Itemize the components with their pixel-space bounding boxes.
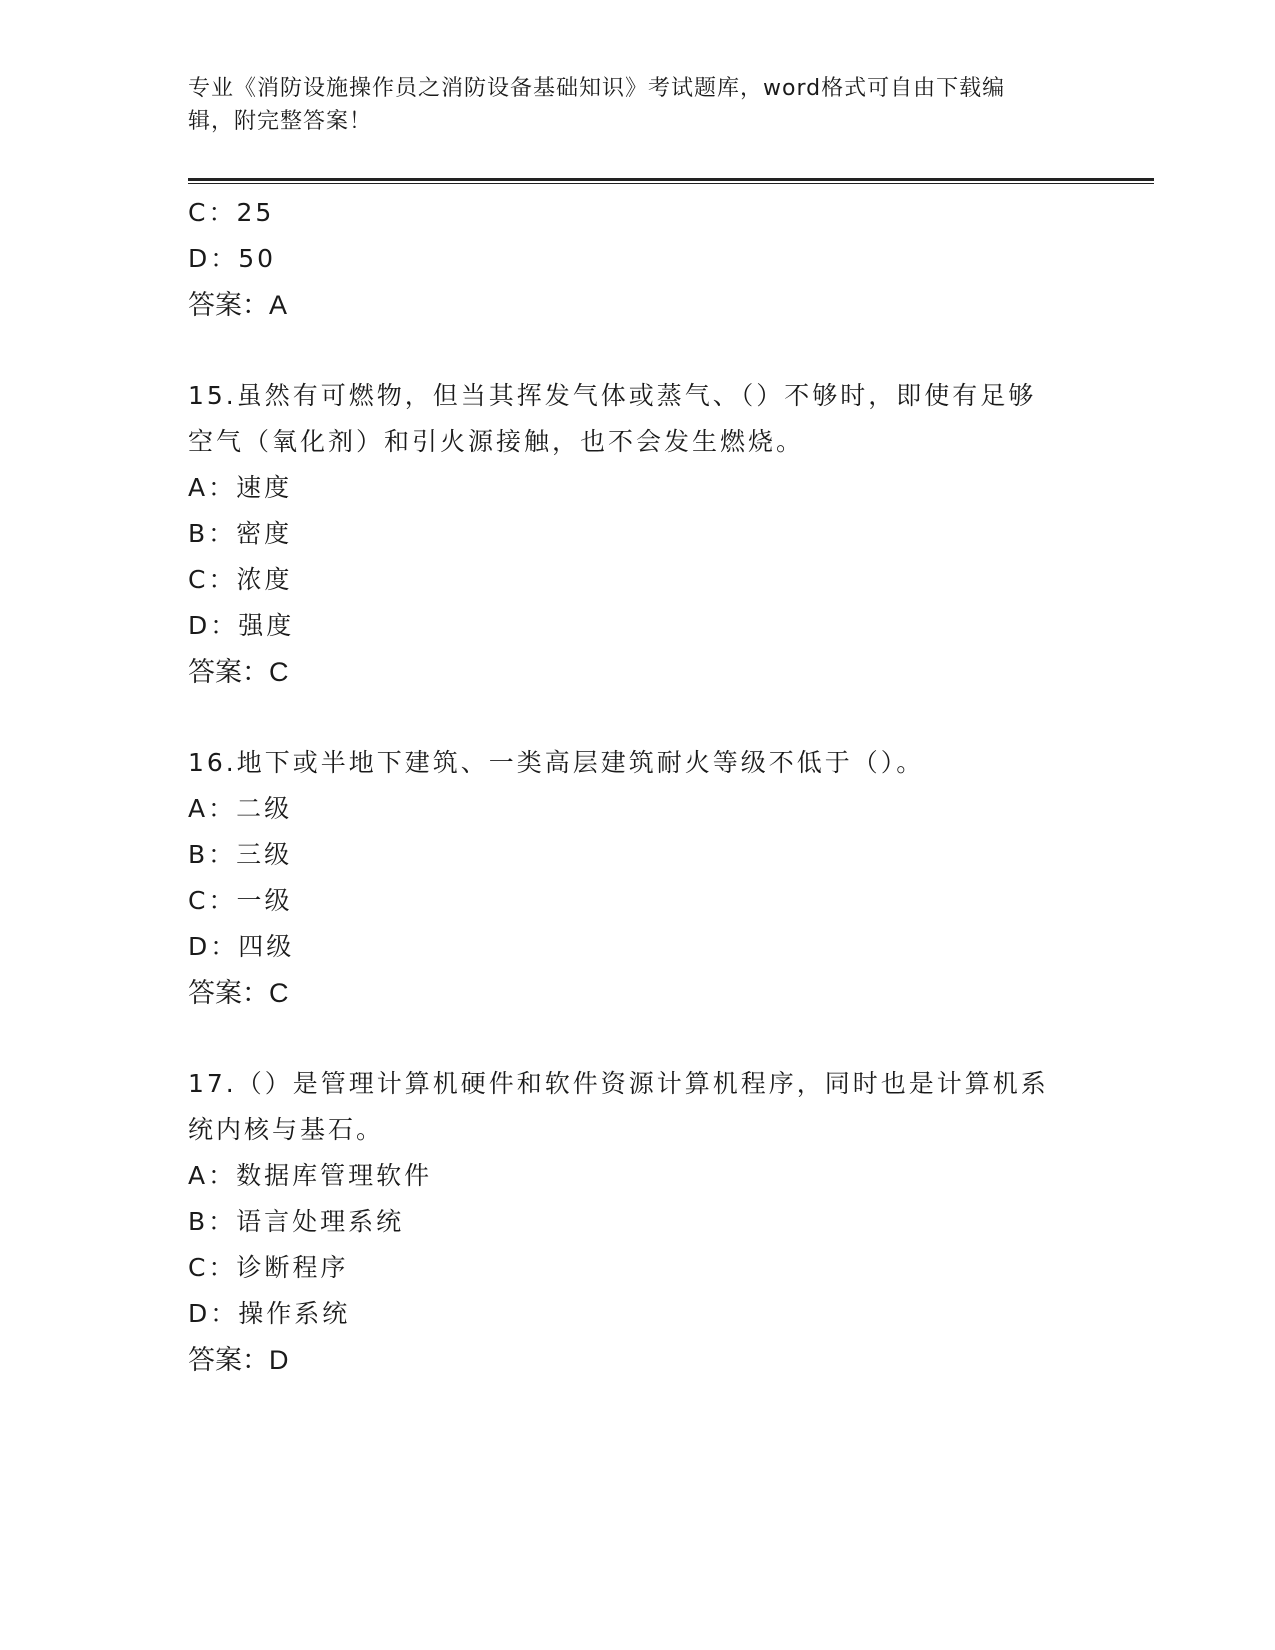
answer-line: 答案：C: [188, 657, 289, 687]
option-b: B：语言处理系统: [188, 1207, 405, 1236]
option-d: D：操作系统: [188, 1299, 351, 1328]
option-a: A：速度: [188, 473, 293, 502]
question-15: [188, 373, 1088, 695]
header-line-2: 辑，附完整答案！: [188, 109, 373, 134]
option-c: C：诊断程序: [188, 1253, 349, 1282]
option-d: D：强度: [188, 611, 295, 640]
header-rule-thick: [188, 178, 1154, 181]
question-stem: 15.虽然有可燃物，但当其挥发气体或蒸气、（）不够时，即使有足够: [188, 381, 1037, 410]
option-a: A：数据库管理软件: [188, 1161, 433, 1190]
question-stem: 空气（氧化剂）和引火源接触，也不会发生燃烧。: [188, 427, 805, 456]
question-16: [188, 740, 1088, 1016]
header-line-1: 专业《消防设施操作员之消防设备基础知识》考试题库，word格式可自由下载编: [188, 76, 1006, 101]
question-stem: 16.地下或半地下建筑、一类高层建筑耐火等级不低于（）。: [188, 748, 925, 777]
answer-line: 答案：C: [188, 978, 289, 1008]
answer-line: 答案：A: [188, 290, 288, 320]
option-d: D：四级: [188, 932, 295, 961]
question-list: [188, 190, 1088, 1383]
option-b: B：三级: [188, 840, 293, 869]
answer-line: 答案：D: [188, 1345, 289, 1375]
header-rule-thin: [188, 183, 1154, 184]
option-b: B：密度: [188, 519, 293, 548]
question-stem: 统内核与基石。: [188, 1115, 385, 1144]
question-14-continuation: [188, 190, 1088, 328]
option-a: A：二级: [188, 794, 293, 823]
option-c: C：25: [188, 198, 275, 227]
option-c: C：一级: [188, 886, 293, 915]
option-d: D：50: [188, 244, 277, 273]
question-17: [188, 1061, 1088, 1383]
question-stem: 17.（）是管理计算机硬件和软件资源计算机程序，同时也是计算机系: [188, 1069, 1049, 1098]
option-c: C：浓度: [188, 565, 293, 594]
document-header: [188, 72, 1088, 138]
